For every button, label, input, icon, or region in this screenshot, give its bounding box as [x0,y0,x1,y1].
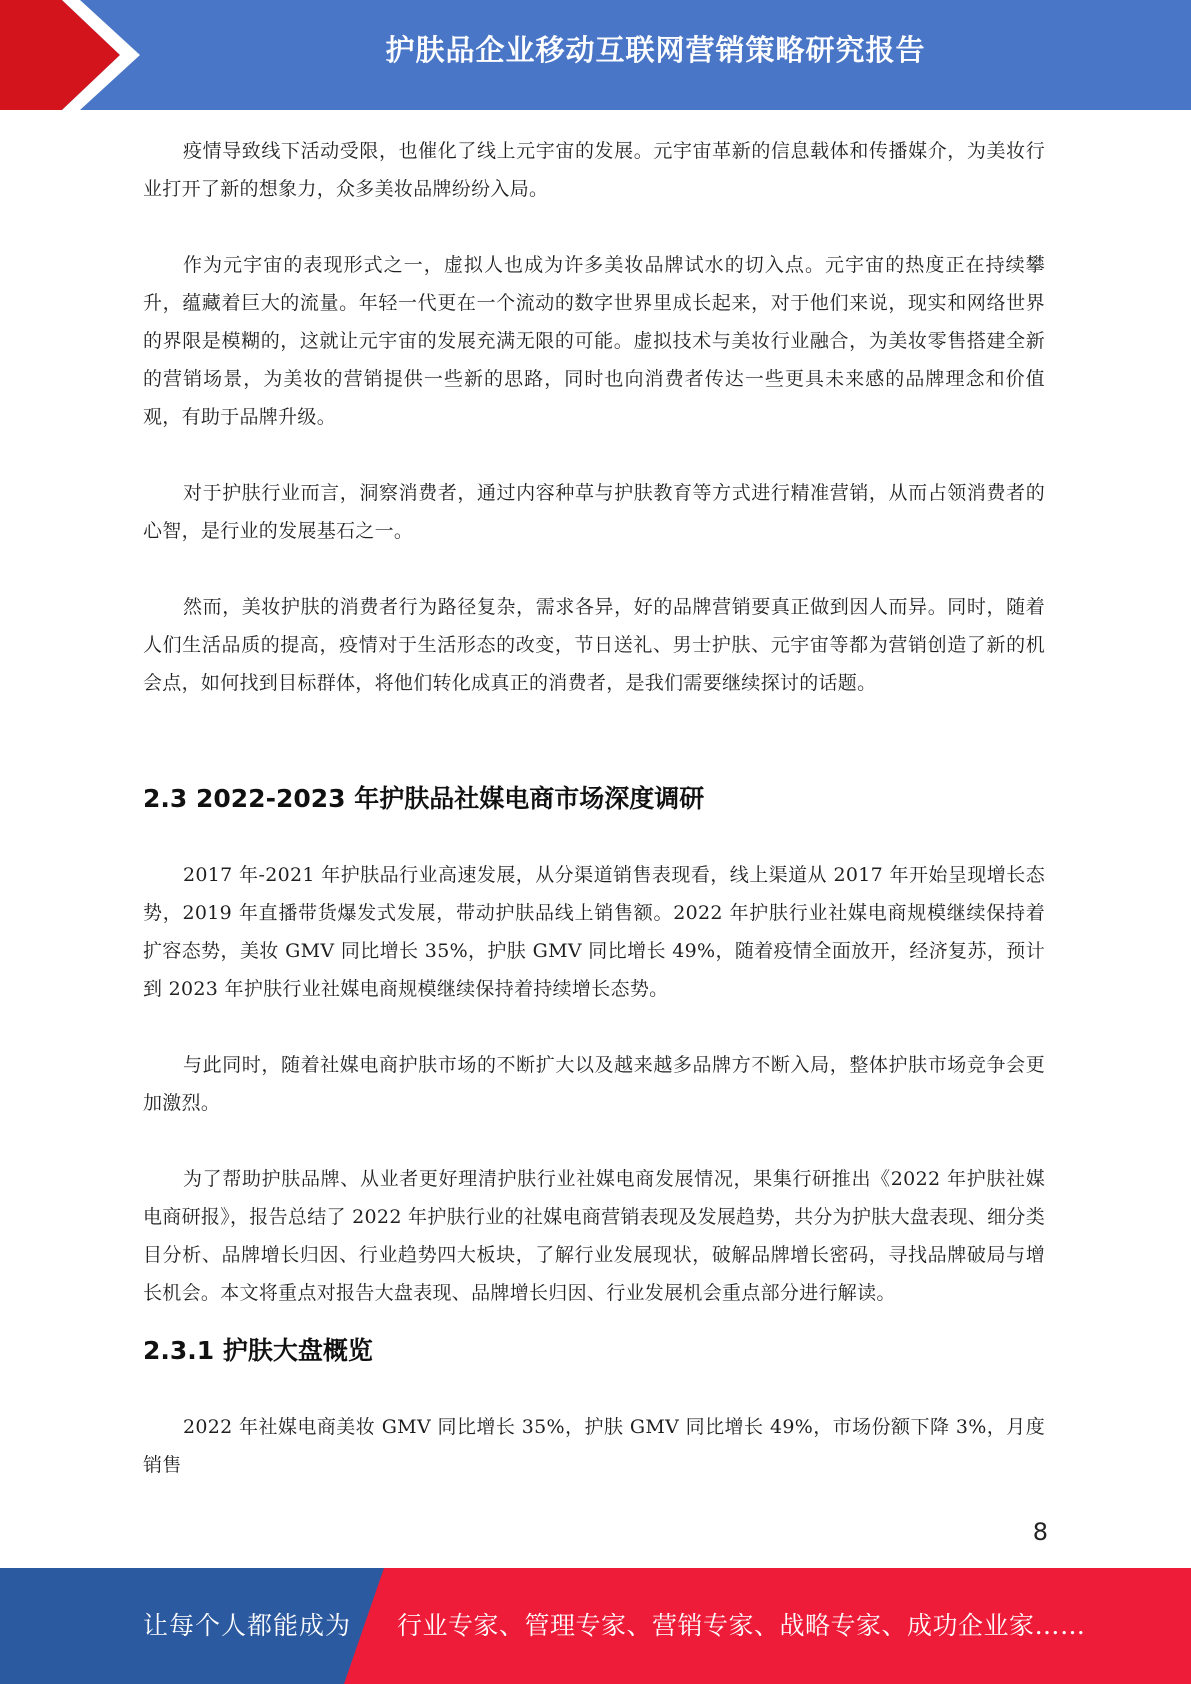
header-arrow-flag [0,0,150,110]
footer-slogan-right: 行业专家、管理专家、营销专家、战略专家、成功企业家…… [397,1611,1086,1640]
paragraph: 作为元宇宙的表现形式之一，虚拟人也成为许多美妆品牌试水的切入点。元宇宙的热度正在持续攀升，蕴藏着巨大的流量。年轻一代更在一个流动的数字世界里成长起来，对于他们来说，现实和网络世界的界限是模糊的，这就让元宇宙的发展充满无限的可能。虚拟技术与美妆行业融合，为美妆零售搭建全新的营销场景，为美妆的营销提供一些新的思路，同时也向消费者传达一些更具未来感的品牌理念和价值观，有助于品牌升级。 [143,254,1045,428]
page-number: 8 [1032,1518,1048,1546]
paragraph: 与此同时，随着社媒电商护肤市场的不断扩大以及越来越多品牌方不断入局，整体护肤市场竞争会更加激烈。 [143,1054,1045,1114]
page-footer [0,1568,1191,1684]
section-heading: 2.3 2022-2023 年护肤品社媒电商市场深度调研 [143,784,705,813]
paragraph: 为了帮助护肤品牌、从业者更好理清护肤行业社媒电商发展情况，果集行研推出《2022 年护肤社媒电商研报》，报告总结了 2022 年护肤行业的社媒电商营销表现及发展趋势，共分为护肤大盘表现、细分类目分析、品牌增长归因、行业趋势四大板块，了解行业发展现状，破解品牌增长密码，寻找品牌破局与增长机会。本文将重点对报告大盘表现、品牌增长归因、行业发展机会重点部分进行解读。 [143,1168,1045,1304]
report-title: 护肤品企业移动互联网营销策略研究报告 [385,33,926,67]
page-content [143,132,1045,1484]
sub-section-heading: 2.3.1 护肤大盘概览 [143,1336,373,1365]
paragraph: 2017 年-2021 年护肤品行业高速发展，从分渠道销售表现看，线上渠道从 2017 年开始呈现增长态势，2019 年直播带货爆发式发展，带动护肤品线上销售额。2022 年护肤行业社媒电商规模继续保持着扩容态势，美妆 GMV 同比增长 35%，护肤 GMV 同比增长 49%，随着疫情全面放开，经济复苏，预计到 2023 年护肤行业社媒电商规模继续保持着持续增长态势。 [143,864,1045,1000]
paragraph: 然而，美妆护肤的消费者行为路径复杂，需求各异，好的品牌营销要真正做到因人而异。同时，随着人们生活品质的提高，疫情对于生活形态的改变，节日送礼、男士护肤、元宇宙等都为营销创造了新的机会点，如何找到目标群体，将他们转化成真正的消费者，是我们需要继续探讨的话题。 [143,596,1045,694]
page-header [0,0,1191,110]
footer-slogan-left: 让每个人都能成为 [143,1611,352,1640]
paragraph: 2022 年社媒电商美妆 GMV 同比增长 35%，护肤 GMV 同比增长 49%，市场份额下降 3%，月度销售 [143,1416,1045,1476]
paragraph: 疫情导致线下活动受限，也催化了线上元宇宙的发展。元宇宙革新的信息载体和传播媒介，为美妆行业打开了新的想象力，众多美妆品牌纷纷入局。 [143,140,1045,200]
paragraph: 对于护肤行业而言，洞察消费者，通过内容种草与护肤教育等方式进行精准营销，从而占领消费者的心智，是行业的发展基石之一。 [143,482,1045,542]
